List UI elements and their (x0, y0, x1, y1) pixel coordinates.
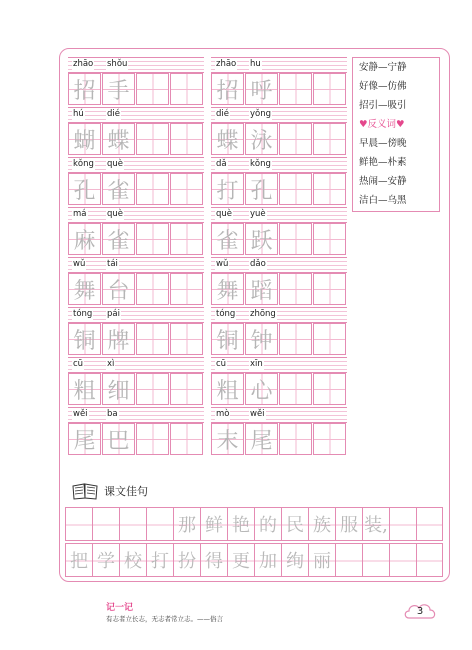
writing-box (313, 223, 346, 255)
sentence-character (120, 508, 146, 540)
book-icon (72, 482, 98, 500)
writing-box (211, 73, 244, 105)
sentence-character: 校 (124, 551, 142, 572)
antonym-4: 洁白—乌黑 (359, 195, 407, 206)
pinyin-line (211, 307, 347, 323)
sentence-character: 的 (259, 515, 277, 536)
sentence-character: 得 (205, 551, 223, 572)
writing-box (245, 173, 278, 205)
sentence-box (65, 507, 92, 541)
writing-box (245, 373, 278, 405)
sentence-box (200, 507, 227, 541)
trace-character: 雀 (107, 178, 130, 204)
writing-box (170, 73, 203, 105)
pinyin-text: zhāo (216, 59, 237, 69)
word-group-right (211, 257, 347, 307)
synonym-2: 好像—仿佛 (359, 81, 407, 92)
trace-character: 泳 (250, 128, 273, 154)
pinyin-text: hu (250, 59, 261, 69)
pinyin-line (211, 157, 347, 173)
sentence-character (336, 544, 362, 576)
pinyin-text: wǔ (216, 259, 229, 269)
writing-box (136, 73, 169, 105)
pinyin-text: yǒng (250, 109, 272, 119)
word-group-right (211, 207, 347, 257)
writing-box (170, 123, 203, 155)
sentence-character: 族 (313, 515, 331, 536)
synonym-3: 招引—吸引 (359, 100, 407, 111)
writing-box (102, 223, 135, 255)
word-group-right (211, 357, 347, 407)
writing-box (211, 123, 244, 155)
sentence-box (119, 507, 146, 541)
writing-box (170, 373, 203, 405)
trace-character: 孔 (250, 178, 273, 204)
writing-box (136, 273, 169, 305)
writing-box (211, 323, 244, 355)
trace-character: 铜 (216, 328, 239, 354)
writing-box (211, 223, 244, 255)
writing-box (170, 173, 203, 205)
sentence-box (308, 507, 335, 541)
pinyin-text: pái (107, 309, 120, 319)
writing-box (245, 423, 278, 455)
word-group-right (211, 107, 347, 157)
trace-character: 蝶 (107, 128, 130, 154)
sentence-box (227, 507, 254, 541)
word-group-right (211, 157, 347, 207)
pinyin-text: xì (107, 359, 115, 369)
pinyin-text: què (216, 209, 233, 219)
pinyin-text: shǒu (107, 59, 128, 69)
synonym-1: 安静—宁静 (359, 62, 407, 73)
sentence-box (254, 507, 281, 541)
pinyin-text: tóng (73, 309, 93, 319)
pinyin-text: cū (73, 359, 84, 369)
writing-box (68, 223, 101, 255)
sentence-character: 学 (97, 551, 115, 572)
sentence-character (66, 508, 92, 540)
writing-box (279, 323, 312, 355)
writing-box (102, 173, 135, 205)
pinyin-text: wěi (73, 409, 88, 419)
writing-box (279, 273, 312, 305)
writing-box (313, 173, 346, 205)
pinyin-line (211, 107, 347, 123)
pinyin-text: zhōng (250, 309, 276, 319)
pinyin-line (211, 407, 347, 423)
word-group-left (68, 107, 204, 157)
sentence-box (227, 543, 254, 577)
trace-character: 粗 (73, 378, 96, 404)
pinyin-text: xīn (250, 359, 263, 369)
trace-character: 铜 (73, 328, 96, 354)
sentence-box (92, 543, 119, 577)
writing-box (313, 273, 346, 305)
pinyin-text: què (107, 159, 124, 169)
pinyin-line (211, 207, 347, 223)
pinyin-line (211, 357, 347, 373)
sentence-box (362, 507, 389, 541)
writing-box (211, 423, 244, 455)
writing-box (102, 73, 135, 105)
pinyin-line (211, 257, 347, 273)
pinyin-text: tái (107, 259, 118, 269)
writing-box (245, 123, 278, 155)
sentence-box (173, 543, 200, 577)
sentence-row-2 (65, 543, 443, 577)
writing-box (211, 273, 244, 305)
writing-box (102, 373, 135, 405)
sentence-character: 绚 (286, 551, 304, 572)
sentence-character (417, 544, 442, 576)
sentence-character (93, 508, 119, 540)
writing-box (136, 223, 169, 255)
writing-box (136, 173, 169, 205)
writing-box (245, 73, 278, 105)
trace-character: 钟 (250, 328, 273, 354)
trace-character: 打 (216, 178, 239, 204)
sentence-character: 扮 (178, 551, 196, 572)
writing-box (68, 273, 101, 305)
trace-character: 孔 (73, 178, 96, 204)
writing-box (279, 173, 312, 205)
sentence-box (335, 507, 362, 541)
sentence-character: 那 (178, 515, 196, 536)
sentence-character: 艳 (232, 515, 250, 536)
sentence-box (200, 543, 227, 577)
writing-box (279, 423, 312, 455)
sentence-box (281, 507, 308, 541)
writing-box (279, 123, 312, 155)
writing-box (313, 123, 346, 155)
sentence-character: 民 (286, 515, 304, 536)
pinyin-text: kǒng (73, 159, 94, 169)
word-group-left (68, 307, 204, 357)
writing-box (211, 173, 244, 205)
writing-box (211, 373, 244, 405)
antonym-heading: ♥反义词♥ (359, 119, 405, 130)
sentence-practice (65, 507, 443, 577)
trace-character: 牌 (107, 328, 130, 354)
writing-box (136, 123, 169, 155)
trace-character: 台 (107, 278, 130, 304)
sentence-character: 把 (70, 551, 88, 572)
pinyin-line (68, 107, 204, 123)
pinyin-line (68, 57, 204, 73)
pinyin-text: tóng (216, 309, 236, 319)
pinyin-line (68, 157, 204, 173)
writing-box (245, 323, 278, 355)
trace-character: 末 (216, 428, 239, 454)
sentence-character (390, 544, 416, 576)
word-group-right (211, 407, 347, 457)
pinyin-text: má (73, 209, 87, 219)
sentence-box (389, 543, 416, 577)
section-title: 课文佳句 (104, 485, 148, 498)
writing-box (68, 73, 101, 105)
pinyin-line (68, 307, 204, 323)
writing-box (170, 323, 203, 355)
pinyin-text: yuè (250, 209, 266, 219)
pinyin-text: dǎ (216, 159, 227, 169)
word-sidebar (352, 57, 440, 212)
writing-box (136, 373, 169, 405)
sentence-character: 加 (259, 551, 277, 572)
trace-character: 心 (250, 378, 273, 404)
pinyin-text: zhāo (73, 59, 94, 69)
sentence-box (146, 543, 173, 577)
trace-character: 尾 (73, 428, 96, 454)
pinyin-text: dié (107, 109, 120, 119)
writing-box (279, 223, 312, 255)
pinyin-text: dǎo (250, 259, 266, 269)
trace-character: 舞 (216, 278, 239, 304)
sentence-row-1 (65, 507, 443, 541)
pinyin-line (68, 407, 204, 423)
trace-character: 蝶 (216, 128, 239, 154)
antonym-1: 早晨—傍晚 (359, 138, 407, 149)
pinyin-text: què (107, 209, 124, 219)
sentence-box (173, 507, 200, 541)
writing-box (313, 373, 346, 405)
pinyin-text: hú (73, 109, 84, 119)
writing-box (102, 273, 135, 305)
sentence-box (254, 543, 281, 577)
trace-character: 舞 (73, 278, 96, 304)
pinyin-text: wǔ (73, 259, 86, 269)
sentence-character (417, 508, 442, 540)
sentence-box (416, 543, 443, 577)
pinyin-line (68, 207, 204, 223)
pinyin-text: ba (107, 409, 118, 419)
sentence-character: 更 (232, 551, 250, 572)
sentence-character: 丽 (313, 551, 331, 572)
sentence-character (363, 544, 389, 576)
writing-box (68, 373, 101, 405)
word-group-left (68, 157, 204, 207)
pinyin-text: cū (216, 359, 227, 369)
sentence-box (65, 543, 92, 577)
sentence-box (416, 507, 443, 541)
writing-box (136, 423, 169, 455)
word-group-right (211, 307, 347, 357)
sentence-character: 打 (151, 551, 169, 572)
writing-box (68, 123, 101, 155)
sentence-box (389, 507, 416, 541)
pinyin-line (211, 57, 347, 73)
word-group-left (68, 57, 204, 107)
pinyin-text: kǒng (250, 159, 271, 169)
sentence-box (362, 543, 389, 577)
sentence-box (92, 507, 119, 541)
section-heading (72, 480, 148, 502)
trace-character: 雀 (107, 228, 130, 254)
pinyin-text: mò (216, 409, 230, 419)
writing-box (313, 423, 346, 455)
writing-box (279, 73, 312, 105)
pinyin-line (68, 257, 204, 273)
trace-character: 尾 (250, 428, 273, 454)
trace-character: 粗 (216, 378, 239, 404)
sentence-box (281, 543, 308, 577)
trace-character: 麻 (73, 228, 96, 254)
writing-box (313, 323, 346, 355)
sentence-character: 鲜 (205, 515, 223, 536)
word-group-left (68, 357, 204, 407)
word-group-left (68, 407, 204, 457)
antonym-3: 热闹—安静 (359, 176, 407, 187)
trace-character: 巴 (107, 428, 130, 454)
sentence-character (147, 508, 173, 540)
trace-character: 手 (107, 78, 130, 104)
sentence-box (335, 543, 362, 577)
writing-box (68, 423, 101, 455)
writing-box (102, 123, 135, 155)
writing-box (102, 323, 135, 355)
writing-box (170, 273, 203, 305)
writing-box (313, 73, 346, 105)
page-number: 3 (416, 605, 424, 617)
trace-character: 蝴 (73, 128, 96, 154)
trace-character: 细 (107, 378, 130, 404)
writing-box (102, 423, 135, 455)
sentence-box (119, 543, 146, 577)
trace-character: 雀 (216, 228, 239, 254)
footer-quote: 有志者立长志，无志者常立志。——俗言 (106, 615, 223, 623)
writing-box (245, 273, 278, 305)
sentence-character: 服 (340, 515, 358, 536)
pinyin-text: dié (216, 109, 229, 119)
word-group-left (68, 257, 204, 307)
sentence-character (390, 508, 416, 540)
sentence-box (146, 507, 173, 541)
word-group-right (211, 57, 347, 107)
trace-character: 呼 (250, 78, 273, 104)
footer-title: 记一记 (106, 603, 134, 613)
writing-box (68, 323, 101, 355)
antonym-2: 鲜艳—朴素 (359, 157, 407, 168)
writing-box (68, 173, 101, 205)
sentence-box (308, 543, 335, 577)
writing-box (245, 223, 278, 255)
trace-character: 招 (216, 78, 239, 104)
trace-character: 蹈 (250, 278, 273, 304)
writing-box (170, 223, 203, 255)
pinyin-line (68, 357, 204, 373)
writing-box (170, 423, 203, 455)
writing-box (136, 323, 169, 355)
pinyin-text: wěi (250, 409, 265, 419)
writing-box (279, 373, 312, 405)
trace-character: 招 (73, 78, 96, 104)
word-group-left (68, 207, 204, 257)
sentence-character: 装, (364, 515, 388, 536)
trace-character: 跃 (250, 228, 273, 254)
